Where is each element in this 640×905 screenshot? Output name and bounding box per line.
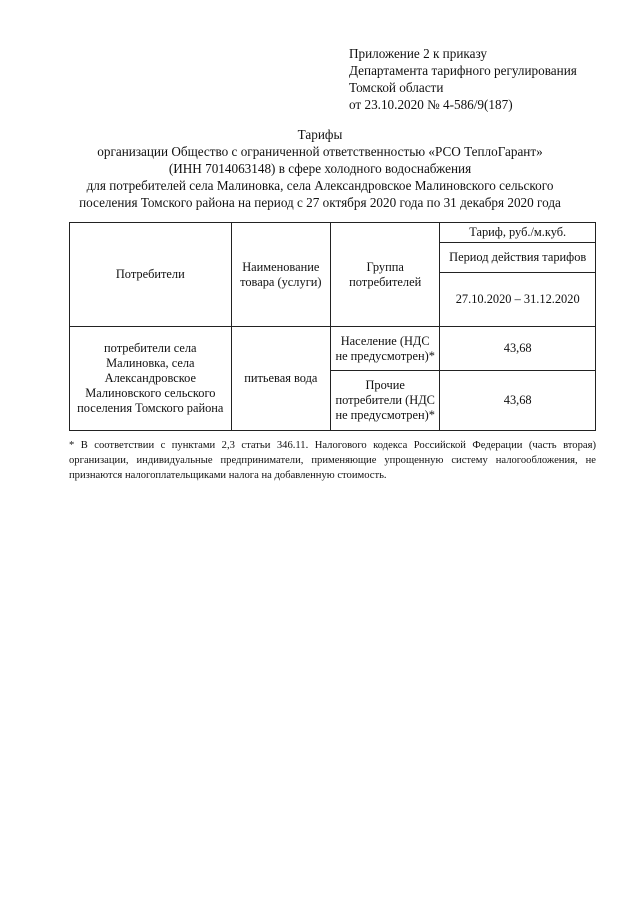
document-title (40, 126, 600, 211)
appendix-line: от 23.10.2020 № 4-586/9(187) (349, 97, 513, 112)
header-tariff-unit: Тариф, руб./м.куб. (440, 223, 596, 243)
header-group: Группа потребителей (330, 223, 439, 327)
consumers-cell: потребители села Малиновка, села Александровское Малиновского сельского поселения Томского района (70, 327, 232, 431)
group-cell: Население (НДС не предусмотрен)* (330, 327, 439, 371)
title-line: (ИНН 7014063148) в сфере холодного водоснабжения (168, 161, 472, 176)
header-product: Наименование товара (услуги) (231, 223, 330, 327)
header-consumers: Потребители (70, 223, 232, 327)
title-line: организации Общество с ограниченной ответственностью «РСО ТеплоГарант» (97, 144, 543, 159)
tariff-table (69, 222, 596, 431)
appendix-line: Томской области (349, 80, 444, 95)
footnote: * В соответствии с пунктами 2,3 статьи 346.11. Налогового кодекса Российской Федерации (часть вторая) организации, индивидуальные предприниматели, применяющие упрощенную систему налогообложения, не признаются налогоплательщиками налога на добавленную стоимость. (69, 440, 596, 481)
table-header-row (70, 223, 596, 243)
group-cell: Прочие потребители (НДС не предусмотрен)* (330, 371, 439, 431)
tariff-cell: 43,68 (440, 371, 596, 431)
title-line: для потребителей села Малиновка, села Александровское Малиновского сельского (86, 178, 554, 193)
appendix-line: Департамента тарифного регулирования (349, 63, 577, 78)
title-line: поселения Томского района на период с 27 октября 2020 года по 31 декабря 2020 года (79, 195, 561, 210)
tariff-cell: 43,68 (440, 327, 596, 371)
header-period-label: Период действия тарифов (440, 243, 596, 273)
title-heading: Тарифы (297, 127, 343, 142)
appendix-line: Приложение 2 к приказу (349, 46, 487, 61)
header-period-dates: 27.10.2020 – 31.12.2020 (440, 273, 596, 327)
appendix-note (349, 45, 629, 113)
product-cell: питьевая вода (231, 327, 330, 431)
table-row (70, 327, 596, 371)
